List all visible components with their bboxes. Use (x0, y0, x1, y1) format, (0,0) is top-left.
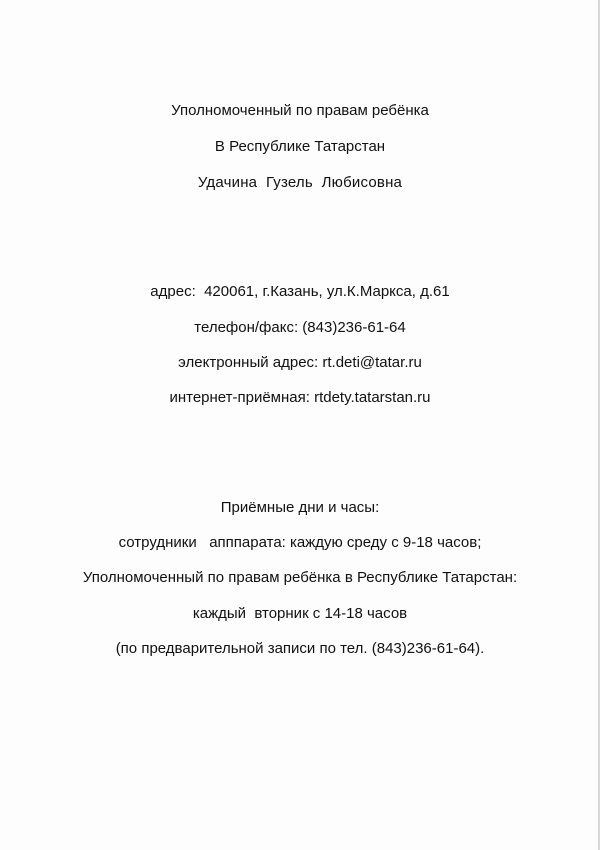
ombudsman-line: Уполномоченный по правам ребёнка в Республике Татарстан: (82, 569, 518, 586)
title-line-1: Уполномоченный по правам ребёнка (171, 102, 429, 119)
email-line: электронный адрес: rt.deti@tatar.ru (178, 354, 422, 371)
official-name: Удачина Гузель Любисовна (197, 174, 403, 191)
ombudsman-schedule-line: каждый вторник с 14-18 часов (192, 605, 408, 622)
web-reception-line: интернет-приёмная: rtdety.tatarstan.ru (169, 389, 431, 406)
reception-heading: Приёмные дни и часы: (220, 499, 380, 516)
phone-fax-line: телефон/факс: (843)236-61-64 (194, 319, 406, 336)
title-line-2: В Республике Татарстан (214, 138, 386, 155)
staff-schedule-line: сотрудники апппарата: каждую среду с 9-18 часов; (118, 534, 482, 551)
address-line: адрес: 420061, г.Казань, ул.К.Маркса, д.61 (150, 283, 450, 300)
appointment-note-line: (по предварительной записи по тел. (843)236-61-64). (115, 640, 485, 657)
